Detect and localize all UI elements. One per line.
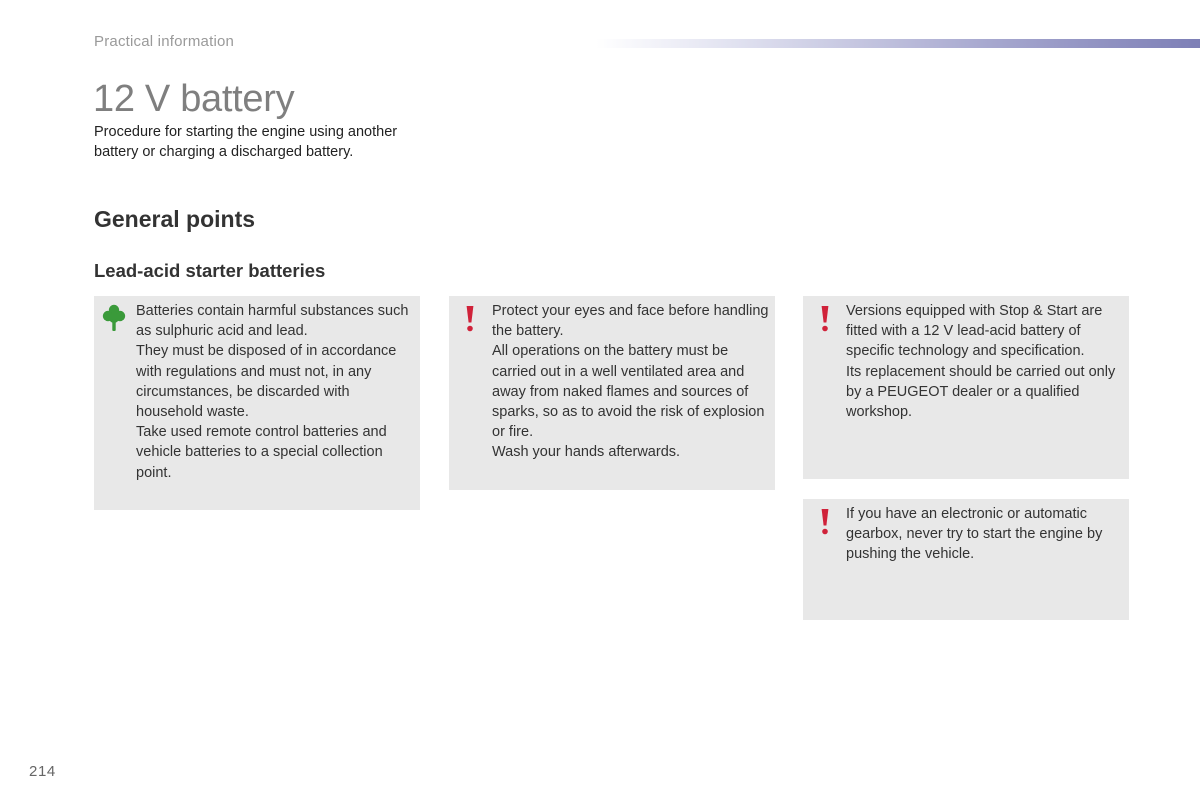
section-heading: General points [94, 206, 256, 232]
page-title: 12 V battery [93, 78, 295, 120]
note-paragraph: They must be disposed of in accordance with regulations and must not, in any circumstances, be discarded with household waste. [136, 343, 397, 421]
note-paragraph: Protect your eyes and face before handling the battery. [492, 303, 769, 340]
subsection-heading: Lead-acid starter batteries [94, 260, 326, 281]
safety-warning-note [449, 296, 775, 490]
note-paragraph: Its replacement should be carried out only by a PEUGEOT dealer or a qualified workshop. [846, 363, 1116, 421]
page-number: 214 [29, 763, 56, 780]
section-header: Practical information [94, 33, 235, 50]
gearbox-warning-note [803, 499, 1129, 620]
stop-start-warning-note [803, 296, 1129, 479]
warning-exclamation-icon [820, 306, 830, 332]
note-paragraph: Wash your hands afterwards. [492, 444, 681, 461]
header-accent-bar [596, 39, 1200, 48]
environment-note [94, 296, 420, 510]
environment-tree-icon [102, 304, 126, 332]
note-paragraph: Batteries contain harmful substances such as sulphuric acid and lead. [136, 303, 409, 340]
warning-exclamation-icon [465, 306, 475, 332]
intro-text: Procedure for starting the engine using another battery or charging a discharged battery. [94, 124, 398, 160]
note-paragraph: Versions equipped with Stop & Start are fitted with a 12 V lead-acid battery of specific technology and specification. [846, 303, 1103, 360]
note-paragraph: Take used remote control batteries and vehicle batteries to a special collection point. [136, 424, 387, 481]
note-paragraph: All operations on the battery must be carried out in a well ventilated area and away from naked flames and sources of sparks, so as to avoid the risk of explosion or fire. [492, 343, 765, 441]
note-paragraph: If you have an electronic or automatic gearbox, never try to start the engine by pushing the vehicle. [846, 506, 1103, 563]
warning-exclamation-icon [820, 509, 830, 535]
